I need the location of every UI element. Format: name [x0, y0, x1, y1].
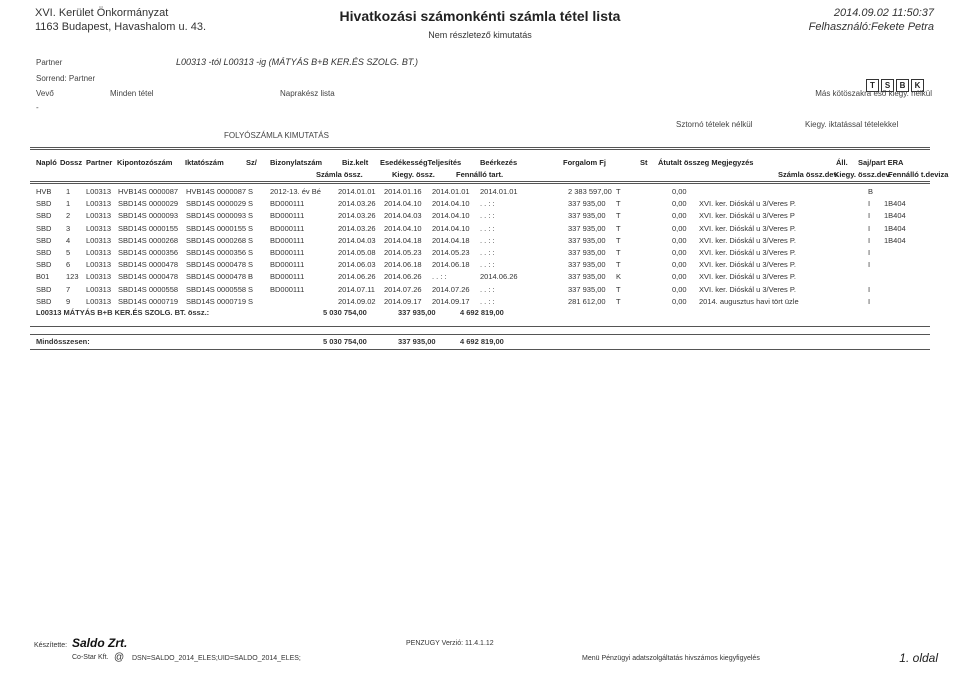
column-subheader: Fennálló tart.	[456, 170, 504, 179]
grandtotal-rule	[30, 334, 930, 335]
column-header: Forgalom Fj	[563, 158, 606, 167]
cell-kelt: 2014.03.26	[338, 211, 376, 221]
cell-naplo: SBD	[36, 284, 52, 294]
partner-range: L00313 -tól L00313 -ig (MÁTYÁS B+B KER.ÉS SZOLG. BT.)	[176, 57, 419, 67]
cell-beerk: . . : :	[480, 296, 495, 306]
cell-naplo: SBD	[36, 199, 52, 209]
cell-forg: 281 612,00	[568, 296, 606, 306]
cell-megj: XVI. ker. Dióskál u 3/Veres P.	[699, 235, 796, 245]
cell-esed: 2014.01.16	[384, 187, 422, 196]
cell-megj: XVI. ker. Dióskál u 3/Veres P.	[699, 223, 796, 233]
cell-era: 1B404	[884, 199, 906, 209]
k-box: K	[911, 79, 924, 92]
column-header: EsedékességTeljesítés	[380, 158, 462, 167]
column-header: Partner	[86, 158, 113, 167]
cell-partner: L00313	[86, 260, 112, 270]
cell-naplo: SBD	[36, 248, 52, 257]
header-rule-top-2	[30, 149, 930, 150]
cell-dossz: 5	[66, 248, 71, 257]
column-header: Kipontozószám	[117, 158, 173, 167]
other-currency-label: Más kötöszakra eső kiegy. nélkül	[815, 89, 932, 98]
cell-era: 1B404	[884, 211, 906, 221]
cell-partner: L00313	[86, 248, 112, 257]
all-items-label: Minden tétel	[110, 89, 154, 98]
cell-sz: S	[248, 235, 254, 245]
cell-kipont: SBD14S 0000478	[118, 272, 179, 282]
cell-biz: BD000111	[270, 223, 305, 233]
cell-partner: L00313	[86, 211, 112, 221]
cell-biz: 2012-13. év Bé	[270, 187, 321, 196]
column-header: Átutalt összeg Megjegyzés	[658, 158, 754, 167]
cell-telj: 2014.04.10	[432, 211, 470, 221]
cell-naplo: SBD	[36, 235, 52, 245]
saldo-logo: Saldo Zrt.	[72, 636, 128, 650]
cell-naplo: B01	[36, 272, 50, 282]
cell-iktato: SBD14S 0000029	[186, 199, 247, 209]
cell-kelt: 2014.06.26	[338, 272, 376, 282]
cell-beerk: . . : :	[480, 211, 495, 221]
cell-all: I	[868, 235, 871, 245]
cell-megj: XVI. ker. Dióskál u 3/Veres P.	[699, 199, 796, 209]
cell-esed: 2014.06.26	[384, 272, 422, 282]
cell-forg: 337 935,00	[568, 223, 606, 233]
column-subheader: Számla össz.	[316, 170, 363, 179]
keszitette-label: Készítette:	[34, 642, 68, 649]
cell-kipont: SBD14S 0000093	[118, 211, 179, 221]
cell-sz: S	[248, 223, 254, 233]
cell-beerk: . . : :	[480, 199, 495, 209]
cell-telj: . . : :	[432, 272, 447, 282]
cell-biz: BD000111	[270, 248, 305, 257]
cell-biz: BD000111	[270, 284, 305, 294]
cell-biz: BD000111	[270, 260, 305, 270]
cell-sz: B	[248, 272, 254, 282]
cell-beerk: . . : :	[480, 260, 495, 270]
cell-megj: XVI. ker. Dióskál u 3/Veres P	[699, 211, 795, 221]
cell-all: I	[868, 284, 871, 294]
cell-fj: T	[616, 187, 621, 196]
cell-esed: 2014.04.03	[384, 211, 422, 221]
cell-fj: K	[616, 272, 622, 282]
column-header: Bizonylatszám	[270, 158, 323, 167]
cell-iktato: SBD14S 0000478	[186, 272, 247, 282]
cell-dossz: 4	[66, 235, 71, 245]
header-rule-top	[30, 147, 930, 148]
cell-iktato: SBD14S 0000268	[186, 235, 247, 245]
cell-megj: XVI. ker. Dióskál u 3/Veres P.	[699, 260, 796, 270]
cell-sz: S	[248, 260, 254, 270]
kiegy-label: Kiegy. iktatással tételekkel	[805, 120, 899, 129]
grandtotal-kiegy: 337 935,00	[398, 337, 436, 346]
grandtotal-szamla: 5 030 754,00	[323, 337, 367, 346]
cell-atutalt: 0,00	[672, 199, 687, 209]
cell-atutalt: 0,00	[672, 223, 687, 233]
cell-kelt: 2014.09.02	[338, 296, 376, 306]
cell-all: I	[868, 248, 871, 257]
cell-kipont: SBD14S 0000268	[118, 235, 179, 245]
cell-iktato: SBD14S 0000356	[186, 248, 247, 257]
report-datetime: 2014.09.02 11:50:37	[833, 7, 934, 19]
cell-biz: BD000111	[270, 235, 305, 245]
cell-biz: BD000111	[270, 272, 305, 282]
cell-biz: BD000111	[270, 211, 305, 221]
cell-sz: S	[248, 296, 254, 306]
cell-atutalt: 0,00	[672, 248, 687, 257]
cell-telj: 2014.09.17	[432, 296, 470, 306]
grandtotal-rule-bottom	[30, 349, 930, 350]
cell-naplo: SBD	[36, 296, 52, 306]
cell-fj: T	[616, 199, 621, 209]
cell-partner: L00313	[86, 199, 112, 209]
cell-all: I	[868, 260, 871, 270]
cell-iktato: SBD14S 0000478	[186, 260, 247, 270]
ready-list-label: Naprakész lista	[280, 89, 335, 98]
column-header: Sz/	[246, 158, 257, 167]
cell-telj: 2014.06.18	[432, 260, 470, 270]
cell-fj: T	[616, 223, 621, 233]
cell-dossz: 6	[66, 260, 71, 270]
cell-megj: XVI. ker. Dióskál u 3/Veres P.	[699, 272, 796, 282]
column-header: Beérkezés	[480, 158, 518, 167]
column-header: Iktatószám	[185, 158, 224, 167]
cell-sz: S	[248, 187, 254, 196]
cell-era: 1B404	[884, 223, 906, 233]
org-name: XVI. Kerület Önkormányzat	[35, 7, 169, 19]
cell-kelt: 2014.06.03	[338, 260, 376, 270]
cell-forg: 337 935,00	[568, 260, 606, 270]
column-header: Napló	[36, 158, 57, 167]
sort-label: Sorrend: Partner	[36, 74, 96, 83]
cell-sz: S	[248, 199, 254, 209]
cell-telj: 2014.07.26	[432, 284, 470, 294]
cell-dossz: 1	[66, 199, 71, 209]
report-meta	[809, 6, 934, 34]
page-number: 1. oldal	[899, 651, 938, 665]
subtotal-label: L00313 MÁTYÁS B+B KER.ÉS SZOLG. BT. össz.:	[36, 308, 210, 317]
cell-iktato: SBD14S 0000155	[186, 223, 247, 233]
cell-iktato: SBD14S 0000093	[186, 211, 247, 221]
sztorno-label: Sztornó tételek nélkül	[676, 120, 753, 129]
cell-iktato: SBD14S 0000558	[186, 284, 247, 294]
cell-esed: 2014.04.10	[384, 199, 422, 209]
cell-telj: 2014.04.10	[432, 223, 470, 233]
cell-all: I	[868, 223, 871, 233]
cell-fj: T	[616, 260, 621, 270]
cell-megj: 2014. augusztus havi tört üzle	[699, 296, 799, 306]
cell-naplo: SBD	[36, 260, 52, 270]
subtotal-fennallo: 4 692 819,00	[460, 308, 504, 317]
cell-kipont: SBD14S 0000558	[118, 284, 179, 294]
cell-atutalt: 0,00	[672, 211, 687, 221]
cell-atutalt: 0,00	[672, 187, 687, 196]
menu-label: Menü Pénzügyi adatszolgáltatás hivszámos kiegyfigyelés	[582, 655, 760, 662]
cell-beerk: . . : :	[480, 248, 495, 257]
costar-label: Co-Star Kft.	[72, 654, 109, 661]
cell-esed: 2014.07.26	[384, 284, 422, 294]
column-subheader: Számla össz.dev.	[778, 170, 840, 179]
cell-forg: 337 935,00	[568, 211, 606, 221]
cell-partner: L00313	[86, 296, 112, 306]
cell-all: I	[868, 199, 871, 209]
org-address: 1163 Budapest, Havashalom u. 43.	[35, 21, 207, 33]
grandtotal-label: Mindösszesen:	[36, 337, 90, 346]
cell-naplo: SBD	[36, 223, 52, 233]
cell-forg: 337 935,00	[568, 284, 606, 294]
cell-beerk: . . : :	[480, 235, 495, 245]
cell-kipont: SBD14S 0000029	[118, 199, 179, 209]
subtotal-szamla: 5 030 754,00	[323, 308, 367, 317]
partner-label: Partner	[36, 58, 63, 67]
cell-forg: 2 383 597,00	[568, 187, 612, 196]
buyer-label: Vevő	[36, 89, 54, 98]
cell-sz: S	[248, 248, 254, 257]
cell-kipont: SBD14S 0000719	[118, 296, 179, 306]
cell-atutalt: 0,00	[672, 272, 687, 282]
cell-dossz: 1	[66, 187, 71, 196]
cell-sz: S	[248, 211, 254, 221]
cell-kelt: 2014.07.11	[338, 284, 375, 294]
column-subheader: Kiegy. össz.	[392, 170, 435, 179]
cell-telj: 2014.04.18	[432, 235, 470, 245]
header-rule-bottom-2	[30, 183, 930, 184]
b-box: B	[896, 79, 909, 92]
column-header: Áll.	[836, 158, 848, 167]
cell-atutalt: 0,00	[672, 284, 687, 294]
cell-atutalt: 0,00	[672, 260, 687, 270]
cell-kelt: 2014.03.26	[338, 199, 376, 209]
cell-naplo: SBD	[36, 211, 52, 221]
cell-forg: 337 935,00	[568, 199, 606, 209]
cell-forg: 337 935,00	[568, 272, 606, 282]
cell-esed: 2014.05.23	[384, 248, 422, 257]
cell-sz: S	[248, 284, 254, 294]
cell-beerk: . . : :	[480, 223, 495, 233]
grandtotal-fennallo: 4 692 819,00	[460, 337, 504, 346]
cell-dossz: 2	[66, 211, 71, 221]
column-header: Saj/part ERA	[858, 158, 904, 167]
cell-megj: XVI. ker. Dióskál u 3/Veres P.	[699, 248, 796, 257]
column-subheader: Kiegy. össz.dev.	[834, 170, 892, 179]
cell-fj: T	[616, 284, 621, 294]
dash-mark: -	[36, 103, 39, 112]
column-header: Biz.kelt	[342, 158, 369, 167]
cell-kelt: 2014.05.08	[338, 248, 376, 257]
cell-kelt: 2014.01.01	[338, 187, 376, 196]
cell-all: B	[868, 187, 874, 196]
cell-telj: 2014.01.01	[432, 187, 470, 196]
subtotal-rule	[30, 326, 930, 327]
cell-partner: L00313	[86, 187, 112, 196]
cell-esed: 2014.04.10	[384, 223, 422, 233]
cell-all: I	[868, 296, 871, 306]
cell-esed: 2014.09.17	[384, 296, 422, 306]
cell-partner: L00313	[86, 223, 112, 233]
cell-dossz: 9	[66, 296, 71, 306]
column-subheader: Fennálló t.deviza	[888, 170, 949, 179]
cell-dossz: 7	[66, 284, 71, 294]
cell-beerk: . . : :	[480, 284, 495, 294]
cell-telj: 2014.04.10	[432, 199, 470, 209]
cell-fj: T	[616, 248, 621, 257]
report-title: Hivatkozási számonkénti számla tétel lista	[339, 8, 621, 24]
cell-naplo: HVB	[36, 187, 52, 196]
report-user: Felhasználó:Fekete Petra	[808, 21, 934, 33]
cell-dossz: 3	[66, 223, 71, 233]
cell-kipont: SBD14S 0000478	[118, 260, 179, 270]
column-header: Dossz	[60, 158, 83, 167]
cell-kelt: 2014.03.26	[338, 223, 376, 233]
cell-beerk: 2014.06.26	[480, 272, 518, 282]
cell-fj: T	[616, 211, 621, 221]
cell-atutalt: 0,00	[672, 235, 687, 245]
cell-beerk: 2014.01.01	[480, 187, 518, 196]
cell-forg: 337 935,00	[568, 235, 606, 245]
cell-fj: T	[616, 296, 621, 306]
cell-partner: L00313	[86, 284, 112, 294]
cell-iktato: SBD14S 0000719	[186, 296, 247, 306]
column-header: St	[640, 158, 648, 167]
t-box: T	[866, 79, 879, 92]
cell-dossz: 123	[66, 272, 79, 282]
cell-telj: 2014.05.23	[432, 248, 470, 257]
cell-all: I	[868, 211, 871, 221]
cell-partner: L00313	[86, 235, 112, 245]
folyoszamla-label: FOLYÓSZÁMLA KIMUTATÁS	[224, 131, 329, 140]
subtotal-kiegy: 337 935,00	[398, 308, 436, 317]
cell-megj: XVI. ker. Dióskál u 3/Veres P.	[699, 284, 796, 294]
cell-atutalt: 0,00	[672, 296, 687, 306]
dsn-label: DSN=SALDO_2014_ELES;UID=SALDO_2014_ELES;	[132, 655, 301, 662]
cell-era: 1B404	[884, 235, 906, 245]
cell-kipont: HVB14S 0000087	[118, 187, 179, 196]
s-box: S	[881, 79, 894, 92]
cell-iktato: HVB14S 0000087	[186, 187, 247, 196]
costar-icon: @	[114, 652, 125, 663]
cell-esed: 2014.06.18	[384, 260, 422, 270]
version-label: PENZUGY Verzió: 11.4.1.12	[406, 640, 494, 647]
cell-kipont: SBD14S 0000155	[118, 223, 179, 233]
cell-partner: L00313	[86, 272, 112, 282]
cell-esed: 2014.04.18	[384, 235, 422, 245]
header-rule-bottom	[30, 181, 930, 182]
cell-fj: T	[616, 235, 621, 245]
report-subtitle: Nem részletező kimutatás	[428, 30, 532, 40]
cell-kelt: 2014.04.03	[338, 235, 376, 245]
cell-forg: 337 935,00	[568, 248, 606, 257]
cell-kipont: SBD14S 0000356	[118, 248, 179, 257]
cell-biz: BD000111	[270, 199, 305, 209]
